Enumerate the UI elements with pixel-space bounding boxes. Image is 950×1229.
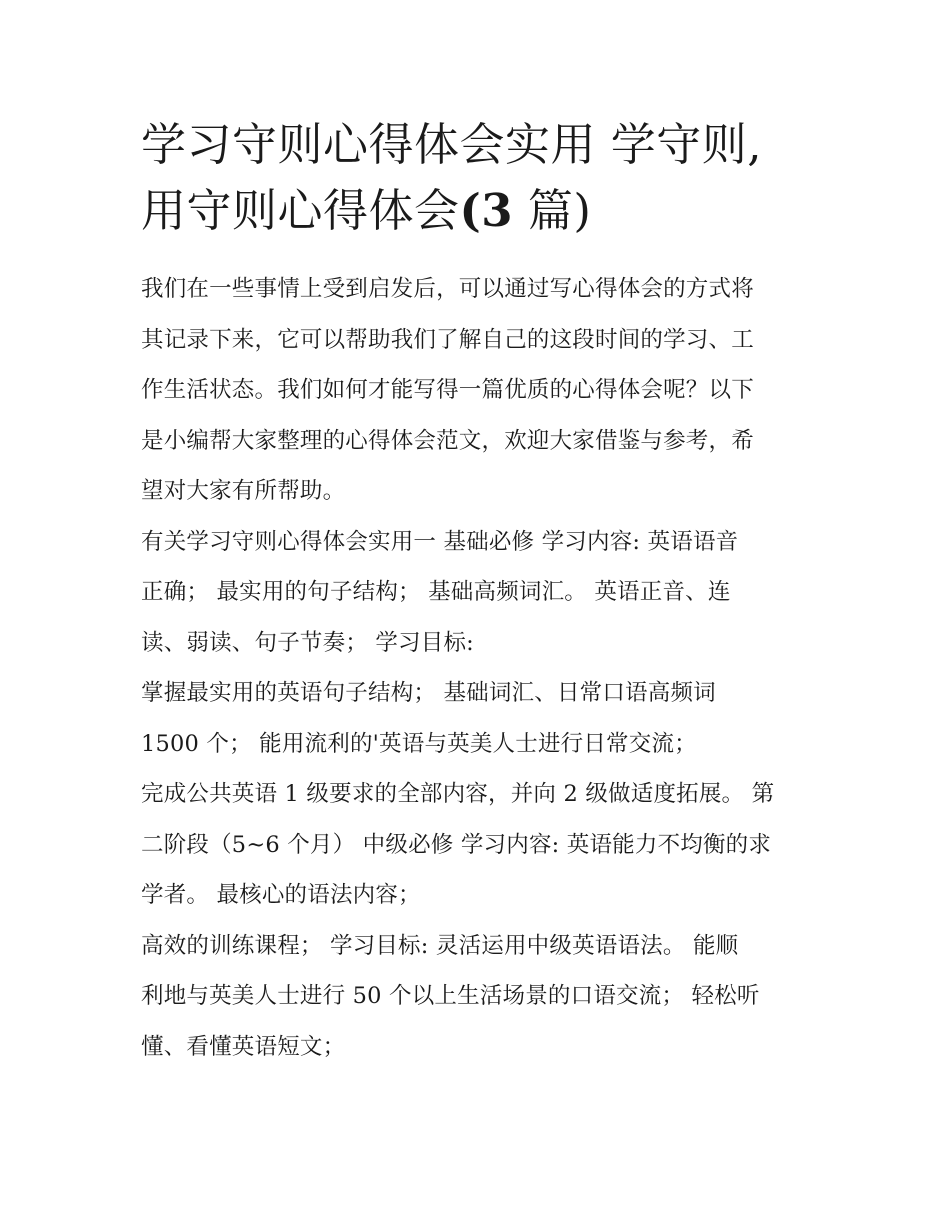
- paragraph-stage-two: [141, 769, 817, 921]
- paragraph-line: 正确； 最实用的句子结构； 基础高频词汇。 英语正音、连: [141, 579, 731, 605]
- paragraph-basic-course: [141, 517, 817, 669]
- paragraph-line: 学者。 最核心的语法内容；: [141, 882, 421, 908]
- title-line-2: [141, 178, 817, 244]
- paragraph-line: 是小编帮大家整理的心得体会范文，欢迎大家借鉴与参考，希: [141, 427, 754, 454]
- paragraph-intro: [141, 264, 817, 517]
- title-line-2-text: 用守则心得体会: [141, 184, 460, 237]
- paragraph-line: 望对大家有所帮助。: [141, 478, 346, 504]
- title-line-1: 学习守则心得体会实用 学守则,: [141, 118, 763, 171]
- paragraph-intermediate-goals: [141, 921, 817, 1073]
- paragraph-line: 其记录下来，它可以帮助我们了解自己的这段时间的学习、工: [141, 326, 754, 353]
- paragraph-line: 读、弱读、句子节奏； 学习目标:: [141, 629, 474, 656]
- paragraph-line: 1500 个； 能用流利的'英语与英美人士进行日常交流；: [141, 730, 697, 757]
- paragraph-line: 利地与英美人士进行 50 个以上生活场景的口语交流； 轻松听: [141, 983, 760, 1009]
- title-suffix: 篇): [513, 184, 592, 237]
- document-content: [141, 112, 817, 1072]
- title-count: (3: [459, 184, 514, 237]
- paragraph-line: 有关学习守则心得体会实用一 基础必修 学习内容: 英语语音: [141, 528, 739, 555]
- paragraph-basic-goals: [141, 668, 817, 769]
- paragraph-line: 作生活状态。我们如何才能写得一篇优质的心得体会呢？以下: [141, 377, 754, 403]
- paragraph-line: 我们在一些事情上受到启发后，可以通过写心得体会的方式将: [141, 276, 754, 302]
- paragraph-line: 掌握最实用的英语句子结构； 基础词汇、日常口语高频词: [141, 680, 716, 706]
- paragraph-line: 懂、看懂英语短文；: [141, 1033, 346, 1060]
- document-title: [141, 112, 817, 244]
- paragraph-line: 完成公共英语 1 级要求的全部内容，并向 2 级做适度拓展。 第: [141, 781, 775, 807]
- paragraph-line: 高效的训练课程； 学习目标: 灵活运用中级英语语法。 能顺: [141, 932, 739, 959]
- paragraph-line: 二阶段（5~6 个月） 中级必修 学习内容: 英语能力不均衡的求: [141, 831, 772, 858]
